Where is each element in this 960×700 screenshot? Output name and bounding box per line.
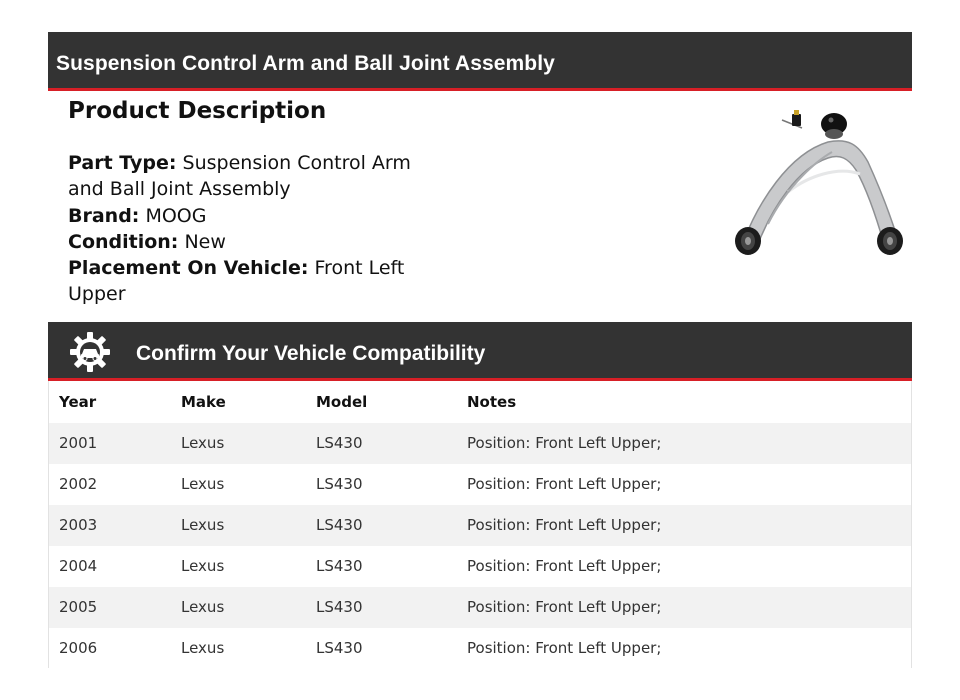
cell-model: LS430 (316, 598, 363, 616)
table-row (49, 464, 911, 505)
column-header-make: Make (181, 392, 226, 411)
column-header-year: Year (59, 392, 97, 411)
placement-value: Front Left Upper (68, 257, 405, 306)
product-title-bar (48, 32, 912, 91)
brand-label: Brand: (68, 204, 140, 227)
column-header-model: Model (316, 392, 368, 411)
compatibility-table-container (48, 381, 912, 668)
product-title: Suspension Control Arm and Ball Joint Assembly (56, 52, 555, 75)
table-row (49, 423, 911, 464)
cell-notes: Position: Front Left Upper; (467, 475, 662, 493)
column-header-notes: Notes (467, 392, 517, 411)
cell-model: LS430 (316, 639, 363, 657)
cell-model: LS430 (316, 475, 363, 493)
cell-year: 2005 (59, 598, 98, 616)
cell-year: 2002 (59, 475, 98, 493)
cell-model: LS430 (316, 516, 363, 534)
table-header-row (49, 381, 911, 423)
condition-label: Condition: (68, 230, 179, 253)
placement-label: Placement On Vehicle: (68, 257, 309, 280)
cell-notes: Position: Front Left Upper; (467, 598, 662, 616)
cell-model: LS430 (316, 434, 363, 452)
cell-make: Lexus (181, 639, 225, 657)
cell-notes: Position: Front Left Upper; (467, 639, 662, 657)
cell-year: 2004 (59, 557, 98, 575)
cell-year: 2003 (59, 516, 98, 534)
placement-row (68, 255, 448, 308)
compatibility-bar (48, 322, 912, 381)
gear-car-icon (69, 331, 111, 373)
table-row (49, 505, 911, 546)
cell-year: 2006 (59, 639, 98, 657)
compatibility-table (49, 381, 911, 669)
cell-model: LS430 (316, 557, 363, 575)
condition-value: New (184, 230, 226, 253)
part-type-label: Part Type: (68, 152, 177, 174)
cell-make: Lexus (181, 516, 225, 534)
cell-make: Lexus (181, 434, 225, 452)
table-row (49, 546, 911, 587)
brand-value: MOOG (145, 204, 207, 227)
brand-row (68, 203, 448, 229)
control-arm-image (728, 104, 912, 264)
part-type-value: Suspension Control Arm and Ball Joint Assembly (68, 152, 411, 201)
description-heading: Product Description (68, 98, 327, 124)
table-row (49, 587, 911, 628)
cell-make: Lexus (181, 598, 225, 616)
compatibility-title: Confirm Your Vehicle Compatibility (136, 342, 486, 365)
description-list (68, 150, 448, 308)
part-type-row (68, 150, 448, 203)
cell-make: Lexus (181, 557, 225, 575)
condition-row (68, 229, 448, 255)
cell-notes: Position: Front Left Upper; (467, 557, 662, 575)
cell-make: Lexus (181, 475, 225, 493)
cell-notes: Position: Front Left Upper; (467, 516, 662, 534)
table-row (49, 628, 911, 669)
cell-notes: Position: Front Left Upper; (467, 434, 662, 452)
cell-year: 2001 (59, 434, 98, 452)
